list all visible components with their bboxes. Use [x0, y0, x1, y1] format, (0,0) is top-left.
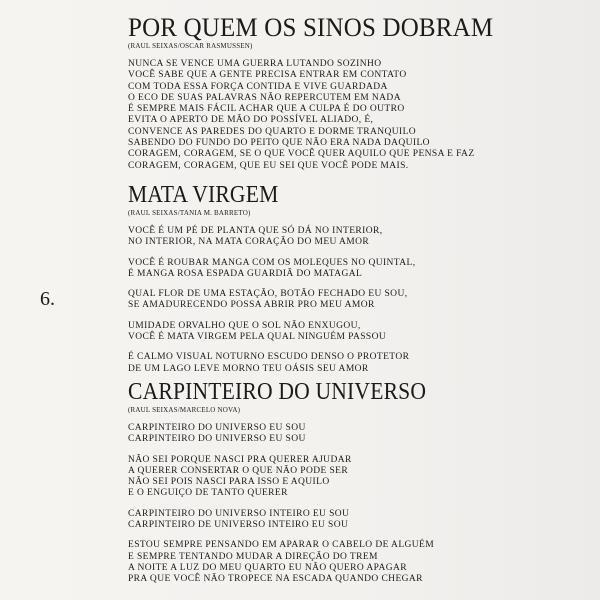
song-carpinteiro-do-universo [128, 379, 568, 595]
stanza [128, 509, 568, 532]
lyric-line: CARPINTEIRO DO UNIVERSO EU SOU [128, 423, 306, 433]
song-credits: (RAUL SEIXAS/MARCELO NOVA) [128, 406, 241, 414]
song-por-quem-os-sinos-dobram [128, 15, 568, 181]
song-title: MATA VIRGEM [128, 182, 279, 208]
page-number: 6. [40, 288, 55, 310]
lyric-line: A NOITE A LUZ DO MEU QUARTO EU NÃO QUERO APAGAR [128, 562, 407, 573]
lyric-line: A QUERER CONSERTAR O QUE NÃO PODE SER [128, 465, 349, 476]
lyrics [128, 59, 568, 172]
lyric-line: SE AMADURECENDO POSSA ABRIR PRO MEU AMOR [128, 300, 375, 311]
lyric-line: SABENDO DO FUNDO DO PEITO QUE NÃO ERA NADA DAQUILO [128, 138, 430, 149]
stanza [128, 423, 568, 446]
stanza [128, 258, 568, 281]
song-credits: (RAUL SEIXAS/OSCAR RASMUSSEN) [128, 42, 253, 50]
stanza [128, 321, 568, 344]
lyric-line: CORAGEM, CORAGEM, QUE EU SEI QUE VOCÊ PODE MAIS. [128, 160, 409, 171]
lyric-line: VOCÊ É UM PÉ DE PLANTA QUE SÓ DÁ NO INTERIOR, [128, 226, 383, 236]
lyric-line: DE UM LAGO LEVE MORNO TEU OÁSIS SEU AMOR [128, 363, 369, 374]
lyric-line: VOCÊ É ROUBAR MANGA COM OS MOLEQUES NO QUINTAL, [128, 257, 416, 268]
lyric-line: E SEMPRE TENTANDO MUDAR A DIREÇÃO DO TREM [128, 551, 378, 562]
stanza [128, 455, 568, 500]
lyric-line: NO INTERIOR, NA MATA CORAÇÃO DO MEU AMOR [128, 237, 370, 248]
stanza [128, 289, 568, 312]
lyric-line: É CALMO VISUAL NOTURNO ESCUDO DENSO O PROTETOR [128, 352, 410, 363]
lyric-line: NÃO SEI PORQUE NASCI PRA QUERER AJUDAR [128, 454, 352, 465]
lyric-line: CARPINTEIRO DO UNIVERSO INTEIRO EU SOU [128, 508, 350, 519]
lyric-line: É SEMPRE MAIS FÁCIL ACHAR QUE A CULPA É DO OUTRO [128, 104, 405, 115]
stanza [128, 59, 568, 172]
lyric-line: CARPINTEIRO DO UNIVERSO EU SOU [128, 434, 306, 445]
lyric-line: CARPINTEIRO DE UNIVERSO INTEIRO EU SOU [128, 520, 349, 531]
lyric-line: EVITA O APERTO DE MÃO DO POSSÍVEL ALIADO, É, [128, 115, 374, 126]
song-mata-virgem [128, 182, 568, 384]
lyrics [128, 226, 568, 375]
song-credits: (RAUL SEIXAS/TANIA M. BARRETO) [128, 209, 251, 217]
lyric-line: CONVENCE AS PAREDES DO QUARTO E DORME TRANQUILO [128, 126, 417, 137]
song-title: CARPINTEIRO DO UNIVERSO [128, 379, 427, 405]
lyric-line: VOCÊ É MATA VIRGEM PELA QUAL NINGUÉM PASSOU [128, 332, 387, 343]
lyric-line: COM TODA ESSA FORÇA CONTIDA E VIVE GUARDADA [128, 81, 388, 92]
lyric-line: UMIDADE ORVALHO QUE O SOL NÃO ENXUGOU, [128, 320, 361, 331]
stanza [128, 352, 568, 375]
lyric-line: QUAL FLOR DE UMA ESTAÇÃO, BOTÃO FECHADO EU SOU, [128, 289, 408, 300]
stanza [128, 226, 568, 249]
lyric-line: O ECO DE SUAS PALAVRAS NÃO REPERCUTEM EM NADA [128, 92, 401, 103]
lyric-line: NUNCA SE VENCE UMA GUERRA LUTANDO SOZINHO [128, 59, 382, 69]
lyric-line: PRA QUE VOCÊ NÃO TROPECE NA ESCADA QUANDO CHEGAR [128, 574, 423, 585]
stanza [128, 540, 568, 585]
lyric-line: É MANGA ROSA ESPADA GUARDIÃ DO MATAGAL [128, 268, 363, 279]
lyric-line: CORAGEM, CORAGEM, SE O QUE VOCÊ QUER AQUILO QUE PENSA E FAZ [128, 149, 475, 160]
lyric-line: ESTOU SEMPRE PENSANDO EM APARAR O CABELO DE ALGUÉM [128, 540, 435, 551]
song-title: POR QUEM OS SINOS DOBRAM [128, 13, 494, 42]
lyrics [128, 423, 568, 586]
lyric-line: NÃO SEI POIS NASCI PARA ISSO E AQUILO [128, 477, 330, 488]
lyric-line: E O ENGUIÇO DE TANTO QUERER [128, 488, 288, 499]
lyric-line: VOCÊ SABE QUE A GENTE PRECISA ENTRAR EM CONTATO [128, 70, 407, 81]
